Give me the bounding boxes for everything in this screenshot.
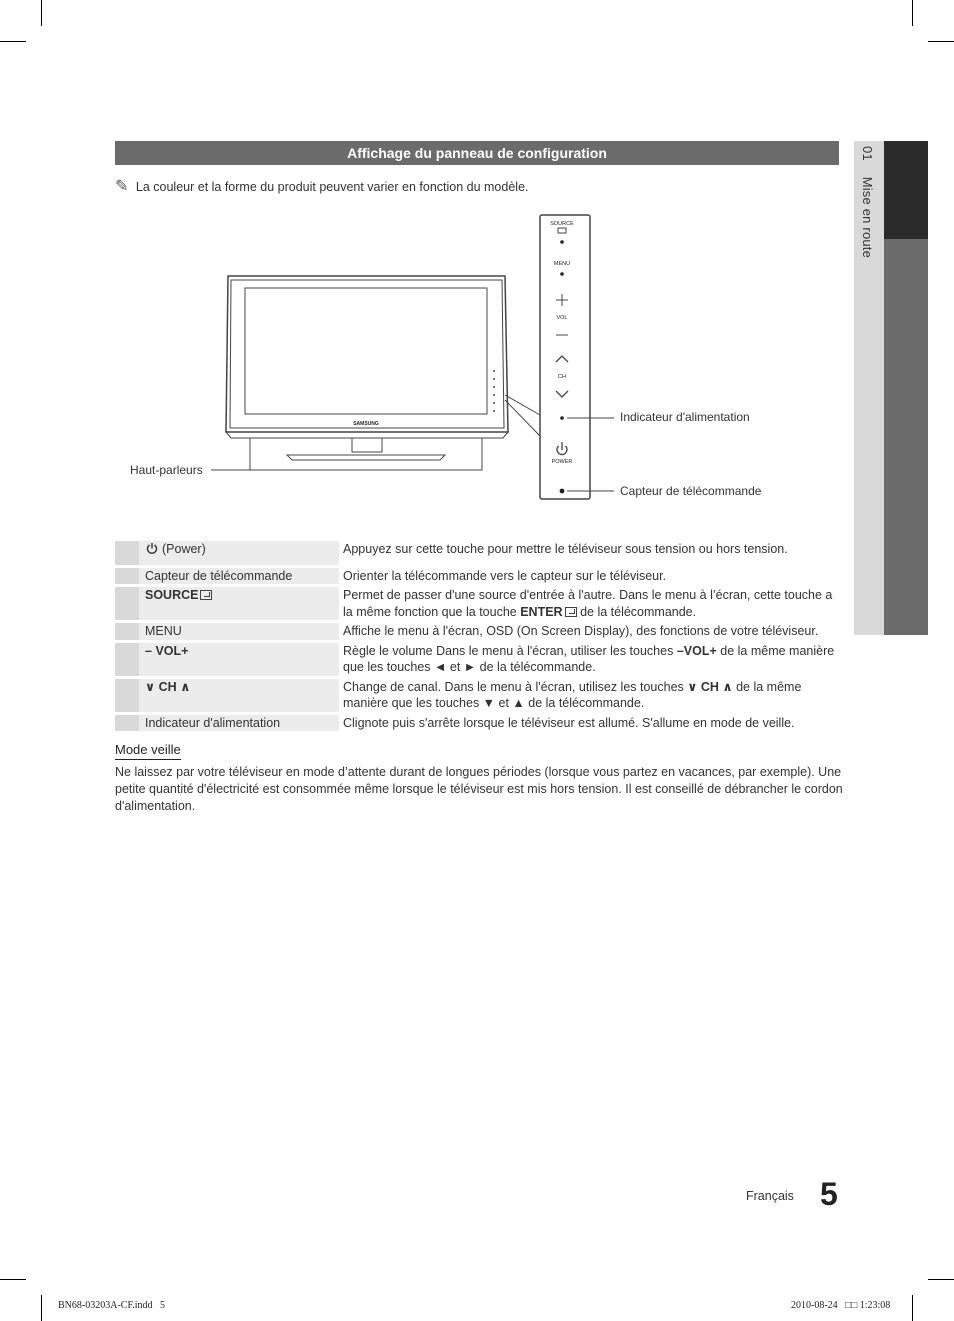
row-desc	[339, 643, 839, 676]
brand-logo: SAMSUNG	[353, 421, 379, 427]
footer-language: Français	[746, 1189, 794, 1203]
mode-veille-body: Ne laissez par votre téléviseur en mode d’attente durant de longues périodes (lorsque vous partez en vacances, par exemple). Une petite quantité d'électricité est consommée même lorsque le téléviseur est mis hors tension. Il est conseillé de débrancher le cordon d'alimentation.	[115, 765, 843, 813]
tv-diagram	[0, 0, 954, 520]
row-name	[139, 541, 339, 565]
row-name	[139, 587, 339, 620]
tv-stand	[352, 438, 382, 452]
minus-icon: –	[676, 643, 684, 658]
power-icon	[145, 542, 159, 555]
table-row	[115, 623, 839, 640]
row-marker	[115, 643, 139, 676]
chevron-down-icon: ∨	[687, 679, 698, 694]
speaker-bracket	[250, 438, 482, 470]
slug-timestamp: 2010-08-24 □□ 1:23:08	[791, 1300, 891, 1311]
row-marker	[115, 679, 139, 712]
crop-mark	[0, 1279, 26, 1280]
row-desc	[339, 679, 839, 712]
chapter-title: Mise en route	[860, 176, 875, 259]
ch-key: CH	[700, 679, 719, 694]
row-marker	[115, 623, 139, 640]
row-marker	[115, 541, 139, 565]
source-icon	[200, 590, 212, 600]
table-row	[115, 715, 839, 732]
row-name-text: (Power)	[162, 542, 206, 556]
row-desc: Affiche le menu à l'écran, OSD (On Screen Display), des fonctions de votre téléviseur.	[343, 624, 819, 638]
enter-icon	[565, 607, 577, 617]
chevron-up-icon: ∧	[180, 679, 191, 694]
panel-label-ch: CH	[558, 374, 566, 380]
row-name: Capteur de télécommande	[139, 568, 339, 585]
note-text: La couleur et la forme du produit peuvent varier en fonction du modèle.	[135, 180, 529, 194]
row-desc: Orienter la télécommande vers le capteur sur le téléviseur.	[343, 568, 667, 583]
crop-mark	[928, 1279, 954, 1280]
tv-outer-frame	[226, 276, 508, 432]
callout-remote-sensor: Capteur de télécommande	[620, 484, 762, 498]
row-desc-b: de la même manière que les touches ▼ et ▲ de la télécommande.	[343, 679, 802, 710]
row-desc: Appuyez sur cette touche pour mettre le téléviseur sous tension ou hors tension.	[343, 542, 788, 556]
table-row	[115, 679, 839, 712]
chevron-up-icon: ∧	[722, 679, 733, 694]
pencil-icon: ✎	[115, 178, 129, 195]
row-desc-b: de la même manière que les touches ◄ et ► de la télécommande.	[343, 643, 835, 674]
plus-icon: +	[709, 643, 717, 658]
panel-label-vol: VOL	[556, 315, 568, 321]
row-marker	[115, 568, 139, 585]
table-row	[115, 541, 839, 565]
row-marker	[115, 715, 139, 732]
source-key: SOURCE	[145, 588, 199, 602]
row-marker	[115, 587, 139, 620]
row-desc-b: de la télécommande.	[580, 604, 697, 619]
section-title: Affichage du panneau de configuration	[115, 141, 839, 165]
config-table	[115, 538, 839, 734]
callout-power-indicator: Indicateur d'alimentation	[620, 410, 750, 424]
page-number: 5	[820, 1176, 838, 1212]
vol-key: VOL	[683, 643, 710, 658]
enter-key: ENTER	[520, 604, 563, 619]
row-name: MENU	[139, 623, 339, 640]
row-desc-a: Règle le volume Dans le menu à l'écran, utiliser les touches	[343, 643, 674, 658]
crop-mark	[912, 1295, 913, 1321]
mode-veille-title: Mode veille	[115, 742, 181, 760]
chevron-down-icon: ∨	[145, 679, 156, 694]
vol-key: VOL	[155, 643, 182, 658]
crop-mark	[41, 1295, 42, 1321]
row-name	[139, 679, 339, 712]
table-row	[115, 643, 839, 676]
tv-screen	[245, 288, 487, 414]
table-row	[115, 568, 839, 585]
ch-key: CH	[158, 679, 177, 694]
slug-file: BN68-03203A-CF.indd 5	[58, 1300, 165, 1311]
chapter-number: 01	[860, 146, 875, 161]
row-desc: Clignote puis s'arrête lorsque le téléviseur est allumé. S'allume en mode de veille.	[343, 715, 795, 730]
callout-speakers: Haut-parleurs	[130, 463, 203, 477]
minus-icon: –	[145, 643, 152, 658]
row-desc	[339, 587, 839, 620]
row-desc-a: Change de canal. Dans le menu à l'écran, utilisez les touches	[343, 679, 684, 694]
plus-icon: +	[181, 643, 189, 658]
panel-label-power: POWER	[551, 459, 573, 465]
row-desc-a: Permet de passer d'une source d'entrée à l'autre. Dans le menu à l’écran, cette touche a la même fonction que la touche	[343, 588, 833, 619]
panel-label-menu: MENU	[553, 261, 571, 267]
table-row	[115, 587, 839, 620]
control-panel	[540, 215, 590, 499]
panel-label-source: SOURCE	[550, 221, 574, 227]
row-name: Indicateur d'alimentation	[139, 715, 339, 732]
row-name	[139, 643, 339, 676]
